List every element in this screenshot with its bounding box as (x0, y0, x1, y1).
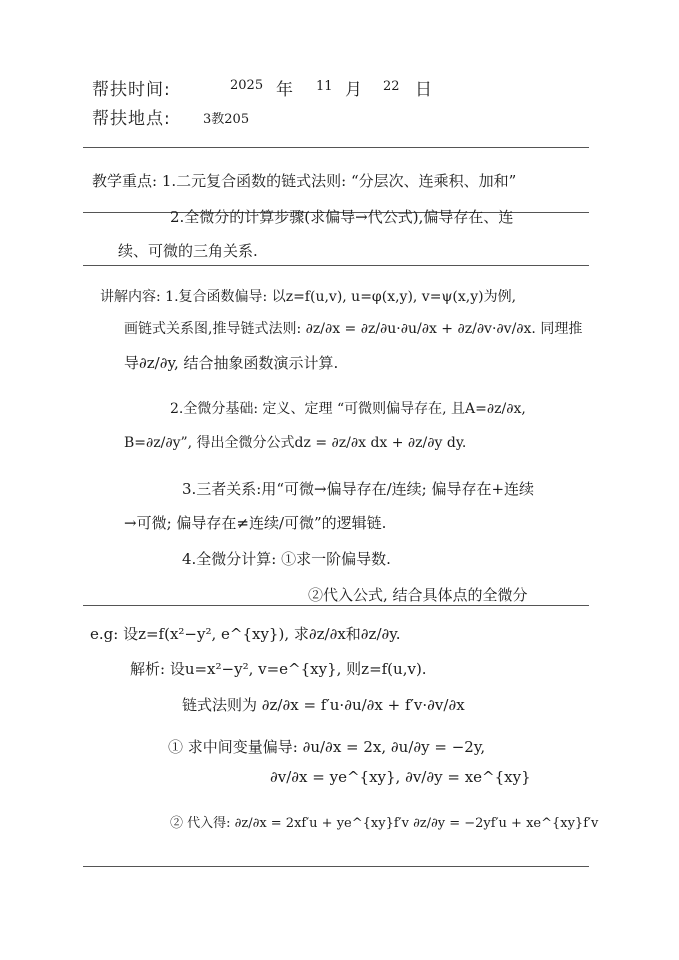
content-line-3: 导∂z/∂y, 结合抽象函数演示计算. (124, 354, 339, 372)
help-place-label: 帮扶地点: (92, 109, 171, 129)
focus-line-1: 教学重点: 1.二元复合函数的链式法则: “分层次、连乘积、加和” (92, 172, 517, 190)
content-line-8: 4.全微分计算: ①求一阶偏导数. (182, 550, 391, 568)
year-unit: 年 (276, 80, 294, 100)
month-unit: 月 (345, 80, 363, 100)
day-unit: 日 (415, 80, 433, 100)
focus-line-3: 续、可微的三角关系. (118, 242, 258, 260)
ruled-line (83, 147, 589, 148)
ruled-line (83, 866, 589, 867)
example-line-3: 链式法则为 ∂z/∂x = f′u·∂u/∂x + f′v·∂v/∂x (182, 696, 465, 714)
content-line-7: →可微; 偏导存在≠连续/可微”的逻辑链. (124, 514, 387, 532)
year-value: 2025 (230, 78, 264, 93)
ruled-line (83, 605, 589, 606)
content-line-6: 3.三者关系:用“可微→偏导存在/连续; 偏导存在+连续 (182, 480, 535, 498)
example-line-5: ∂v/∂x = ye^{xy}, ∂v/∂y = xe^{xy} (270, 768, 531, 786)
place-value: 3教205 (203, 112, 250, 127)
content-line-1: 讲解内容: 1.复合函数偏导: 以z=f(u,v), u=φ(x,y), v=ψ(x,y)为例, (100, 289, 517, 305)
focus-line-2: 2.全微分的计算步骤(求偏导→代公式),偏导存在、连 (170, 208, 514, 226)
example-line-6: ② 代入得: ∂z/∂x = 2xf′u + ye^{xy}f′v ∂z/∂y = −2yf′u + xe^{xy}f′v (170, 816, 599, 831)
ruled-line (83, 265, 589, 266)
content-line-2: 画链式关系图,推导链式法则: ∂z/∂x = ∂z/∂u·∂u/∂x + ∂z/∂v·∂v/∂x. 同理推 (124, 321, 583, 337)
help-time-label: 帮扶时间: (92, 80, 171, 100)
content-line-9: ②代入公式, 结合具体点的全微分 (308, 586, 528, 604)
content-line-4: 2.全微分基础: 定义、定理 “可微则偏导存在, 且A=∂z/∂x, (170, 401, 526, 417)
example-line-2: 解析: 设u=x²−y², v=e^{xy}, 则z=f(u,v). (130, 660, 427, 678)
day-value: 22 (383, 79, 400, 94)
example-line-1: e.g: 设z=f(x²−y², e^{xy}), 求∂z/∂x和∂z/∂y. (90, 625, 401, 643)
example-line-4: ① 求中间变量偏导: ∂u/∂x = 2x, ∂u/∂y = −2y, (168, 738, 486, 756)
content-line-5: B=∂z/∂y”, 得出全微分公式dz = ∂z/∂x dx + ∂z/∂y dy. (124, 435, 467, 451)
month-value: 11 (316, 79, 333, 94)
